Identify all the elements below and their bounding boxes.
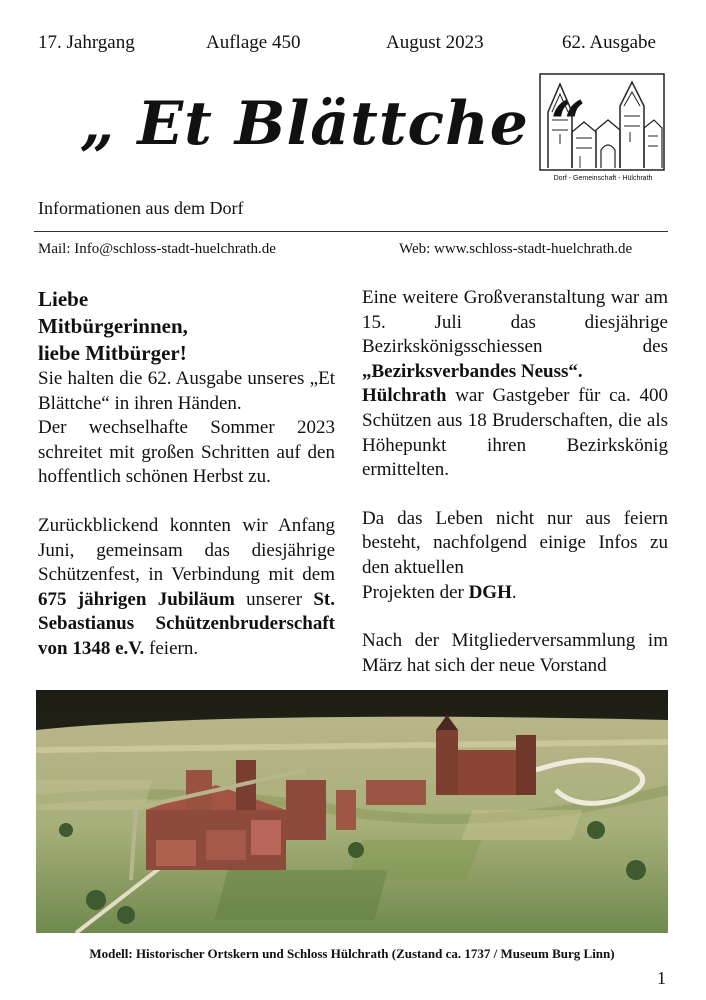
jubilee-highlight: 675 jährigen Jubiläum (38, 588, 235, 610)
summer-paragraph: Der wechselhafte Sommer 2023 schreitet mit großen Schritten auf den hoffentlich schönen Herbst zu. (38, 417, 335, 488)
district-association-highlight: „Bezirksverbandes Neuss“. (362, 360, 583, 382)
intro-paragraph: Sie halten die 62. Ausgabe unseres „Et Blättche“ in ihren Händen. (38, 368, 335, 414)
logo-caption: Dorf - Gemeinschaft - Hülchrath (553, 175, 653, 182)
text-run: Zurückblickend konnten wir Anfang Juni, gemeinsam das diesjährige Schützenfest, in Verbindung mit dem (38, 514, 335, 586)
host-paragraph (362, 384, 668, 482)
greeting-line-2: Mitbürgerinnen, (38, 314, 188, 338)
page-number: 1 (657, 968, 666, 988)
castle-logo-icon (538, 72, 666, 172)
district-event-paragraph (362, 286, 668, 384)
huelchrath-highlight: Hülchrath (362, 385, 447, 407)
paragraph-spacer (362, 483, 668, 507)
greeting-line-3: liebe Mitbürger! (38, 341, 187, 365)
right-column (362, 286, 668, 678)
brotherhood-highlight: St. Sebastianus Schützenbruderschaft von 1348 e.V. (38, 588, 335, 659)
text-run: war Gastgeber für ca. 400 Schützen aus 18 Bruderschaften, die als Höhepunkt ihren Bezirkskönig ermittelten. (362, 385, 668, 481)
newsletter-subtitle: Informationen aus dem Dorf (38, 198, 244, 218)
projects-line (362, 581, 668, 606)
text-run: Projekten der (362, 581, 469, 603)
left-column (38, 286, 335, 662)
village-community-logo (538, 72, 668, 190)
circulation-label: Auflage 450 (206, 32, 301, 53)
text-run: . (511, 581, 517, 603)
schuetzenfest-paragraph (38, 514, 335, 662)
volume-label: 17. Jahrgang (38, 32, 135, 53)
contact-web[interactable]: Web: www.schloss-stadt-huelchrath.de (399, 241, 633, 257)
projects-intro-paragraph: Da das Leben nicht nur aus feiern besteht, nachfolgend einige Infos zu den aktuellen (362, 507, 668, 578)
text-run: feiern. (144, 637, 199, 659)
text-run: Eine weitere Großveranstaltung war am 15. Juli das diesjährige Bezirkskönigsschiessen des (362, 287, 668, 358)
issue-label: 62. Ausgabe (562, 32, 656, 53)
newsletter-title: „ Et Blättche “ (80, 89, 587, 159)
paragraph-spacer (362, 605, 668, 629)
assembly-paragraph: Nach der Mitgliederversammlung im März hat sich der neue Vorstand (362, 630, 668, 676)
paragraph-spacer (38, 490, 335, 514)
text-run: unserer (234, 588, 314, 610)
header-divider (34, 231, 668, 232)
historic-model-photo (36, 690, 668, 933)
greeting-line-1: Liebe (38, 287, 89, 311)
town-model-image (36, 690, 668, 933)
date-label: August 2023 (386, 32, 484, 53)
contact-mail[interactable]: Mail: Info@schloss-stadt-huelchrath.de (38, 241, 276, 257)
photo-caption: Modell: Historischer Ortskern und Schloss Hülchrath (Zustand ca. 1737 / Museum Burg Linn) (89, 946, 615, 961)
dgh-highlight: DGH (468, 581, 512, 603)
